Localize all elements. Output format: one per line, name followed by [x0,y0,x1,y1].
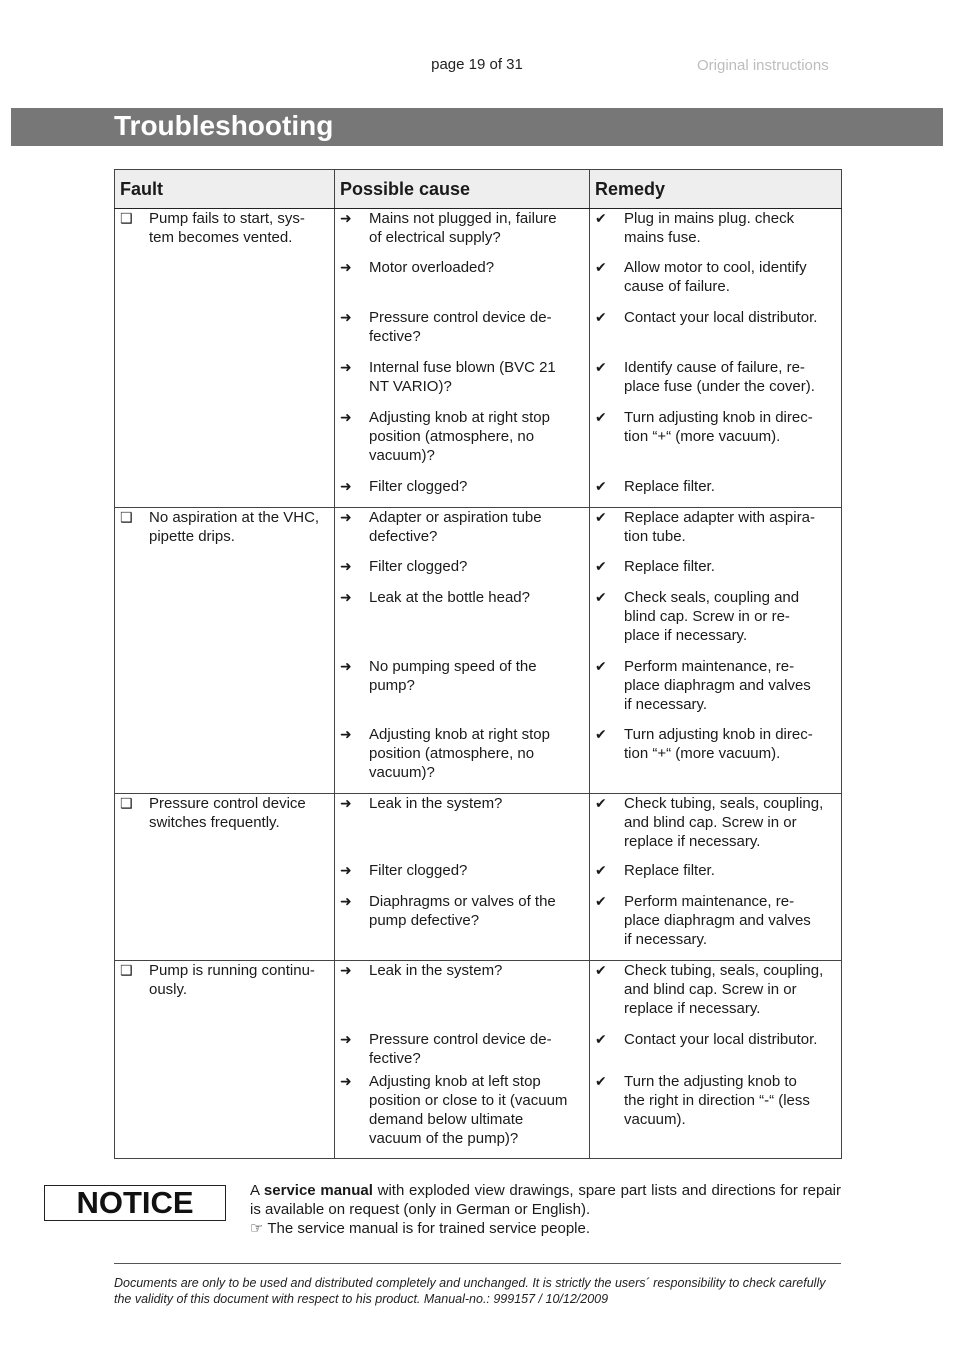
remedy-text: Check tubing, seals, coupling, and blind cap. Screw in or replace if necessary. [624,795,824,850]
cause-cell [335,794,589,813]
arrow-right-icon: ➜ [340,408,352,425]
remedy-text: Check tubing, seals, coupling, and blind cap. Screw in or replace if necessary. [624,962,824,1017]
arrow-right-icon: ➜ [340,962,352,978]
arrow-right-icon: ➜ [340,509,352,525]
remedy-cell [590,258,841,296]
remedy-cell [590,794,841,851]
checkmark-icon: ✔ [595,962,607,978]
checkbox-icon: ❑ [120,962,133,978]
remedy-cell [590,308,841,327]
checkmark-icon: ✔ [595,258,607,275]
checkbox-icon: ❑ [120,795,133,811]
original-instructions-label: Original instructions [697,57,829,74]
remedy-cell [590,1030,841,1049]
remedy-text: Replace filter. [624,861,715,879]
notice-hint: The service manual is for trained service people. [263,1220,591,1237]
cause-text: Leak in the system? [369,795,503,812]
remedy-text: Check seals, coupling and blind cap. Screw in or re- place if necessary. [624,588,800,644]
remedy-cell [590,209,841,247]
checkmark-icon: ✔ [595,588,607,605]
cause-text: Mains not plugged in, failure of electrical supply? [369,210,557,246]
table-row [115,961,842,1030]
arrow-right-icon: ➜ [340,1030,352,1047]
remedy-text: Turn the adjusting knob to the right in direction “-“ (less vacuum). [624,1072,810,1128]
remedy-cell [590,358,841,396]
cause-cell [335,358,589,396]
footer-disclaimer: Documents are only to be used and distributed completely and unchanged. It is strictly the users´ responsibility to check carefully the validity of this document with respect to his product. Manual-no.: 999157 / 10/12/2009 [114,1276,826,1306]
arrow-right-icon: ➜ [340,892,352,909]
fault-cell [115,209,334,247]
notice-label: NOTICE [44,1185,226,1221]
remedy-text: Contact your local distributor. [624,1030,818,1048]
cause-cell [335,258,589,277]
checkbox-icon: ❑ [120,509,133,525]
checkmark-icon: ✔ [595,1030,607,1047]
footer-divider [114,1263,841,1264]
remedy-text: Plug in mains plug. check mains fuse. [624,210,795,246]
remedy-cell [590,1072,841,1129]
arrow-right-icon: ➜ [340,1072,352,1089]
checkmark-icon: ✔ [595,657,607,674]
fault-text: No aspiration at the VHC, pipette drips. [149,509,320,545]
remedy-cell [590,477,841,496]
remedy-cell [590,508,841,546]
arrow-right-icon: ➜ [340,308,352,325]
remedy-column-header: Remedy [590,170,842,209]
troubleshooting-table [114,169,842,1159]
remedy-cell [590,657,841,714]
cause-text: Adjusting knob at right stop position (atmosphere, no vacuum)? [369,725,550,781]
cause-text: Pressure control device de- fective? [369,1030,552,1067]
notice-rest: with exploded view drawings, spare part lists and directions for repair is available on request (only in German or English). [250,1182,841,1218]
cause-text: Filter clogged? [369,861,468,879]
cause-cell [335,557,589,576]
remedy-cell [590,861,841,880]
notice-prefix: A [250,1182,264,1199]
cause-cell [335,961,589,980]
cause-cell [335,308,589,346]
fault-text: Pump fails to start, sys- tem becomes vented. [149,210,305,246]
remedy-cell [590,557,841,576]
checkmark-icon: ✔ [595,210,607,226]
cause-cell [335,508,589,546]
cause-text: Adapter or aspiration tube defective? [369,509,542,545]
cause-cell [335,657,589,695]
cause-cell [335,477,589,496]
cause-text: Filter clogged? [369,477,468,495]
remedy-text: Contact your local distributor. [624,308,818,326]
arrow-right-icon: ➜ [340,557,352,574]
cause-cell [335,1030,589,1068]
cause-cell [335,892,589,930]
section-title: Troubleshooting [114,110,334,141]
checkmark-icon: ✔ [595,557,607,574]
checkmark-icon: ✔ [595,892,607,909]
remedy-text: Identify cause of failure, re- place fuse (under the cover). [624,358,815,395]
fault-column-header: Fault [115,170,335,209]
remedy-text: Perform maintenance, re- place diaphragm and valves if necessary. [624,657,811,713]
checkmark-icon: ✔ [595,477,607,494]
notice-bold: service manual [263,1182,373,1199]
arrow-right-icon: ➜ [340,210,352,226]
checkbox-icon: ❑ [120,210,133,226]
cause-text: Adjusting knob at right stop position (atmosphere, no vacuum)? [369,408,550,464]
notice-text [250,1181,841,1238]
arrow-right-icon: ➜ [340,861,352,878]
cause-text: Internal fuse blown (BVC 21 NT VARIO)? [369,358,556,395]
cause-cell [335,588,589,607]
section-banner [11,108,943,146]
cause-cell [335,408,589,465]
pointing-hand-icon: ☞ [250,1220,264,1237]
table-row [115,209,842,258]
cause-cell [335,209,589,247]
remedy-text: Replace adapter with aspira- tion tube. [624,509,815,545]
arrow-right-icon: ➜ [340,258,352,275]
cause-text: Adjusting knob at left stop position or close to it (vacuum demand below ultimate vacuum of the pump)? [369,1072,568,1147]
table-row [115,794,842,861]
fault-cell [115,794,334,832]
page-number: page 19 of 31 [431,56,523,73]
remedy-cell [590,588,841,645]
checkmark-icon: ✔ [595,861,607,878]
arrow-right-icon: ➜ [340,358,352,375]
remedy-cell [590,725,841,763]
remedy-text: Replace filter. [624,477,715,495]
checkmark-icon: ✔ [595,1072,607,1089]
checkmark-icon: ✔ [595,725,607,742]
remedy-text: Replace filter. [624,557,715,575]
arrow-right-icon: ➜ [340,725,352,742]
table-row [115,508,842,557]
checkmark-icon: ✔ [595,795,607,811]
table-header-row [115,170,842,209]
cause-cell [335,861,589,880]
arrow-right-icon: ➜ [340,477,352,494]
remedy-text: Perform maintenance, re- place diaphragm and valves if necessary. [624,892,811,948]
arrow-right-icon: ➜ [340,795,352,811]
cause-text: No pumping speed of the pump? [369,657,537,694]
cause-text: Leak in the system? [369,962,503,979]
arrow-right-icon: ➜ [340,657,352,674]
cause-text: Filter clogged? [369,557,468,575]
checkmark-icon: ✔ [595,308,607,325]
remedy-text: Turn adjusting knob in direc- tion “+“ (more vacuum). [624,725,813,762]
cause-text: Leak at the bottle head? [369,588,530,606]
checkmark-icon: ✔ [595,358,607,375]
arrow-right-icon: ➜ [340,588,352,605]
cause-cell [335,1072,589,1148]
cause-text: Diaphragms or valves of the pump defective? [369,892,556,929]
fault-cell [115,961,334,999]
fault-text: Pump is running continu- ously. [149,962,315,998]
checkmark-icon: ✔ [595,509,607,525]
cause-text: Pressure control device de- fective? [369,308,552,345]
fault-cell [115,508,334,546]
remedy-cell [590,408,841,446]
remedy-text: Turn adjusting knob in direc- tion “+“ (more vacuum). [624,408,813,445]
cause-cell [335,725,589,782]
checkmark-icon: ✔ [595,408,607,425]
remedy-text: Allow motor to cool, identify cause of failure. [624,258,807,295]
cause-column-header: Possible cause [335,170,590,209]
remedy-cell [590,961,841,1018]
fault-text: Pressure control device switches frequently. [149,795,306,831]
cause-text: Motor overloaded? [369,258,495,276]
remedy-cell [590,892,841,949]
